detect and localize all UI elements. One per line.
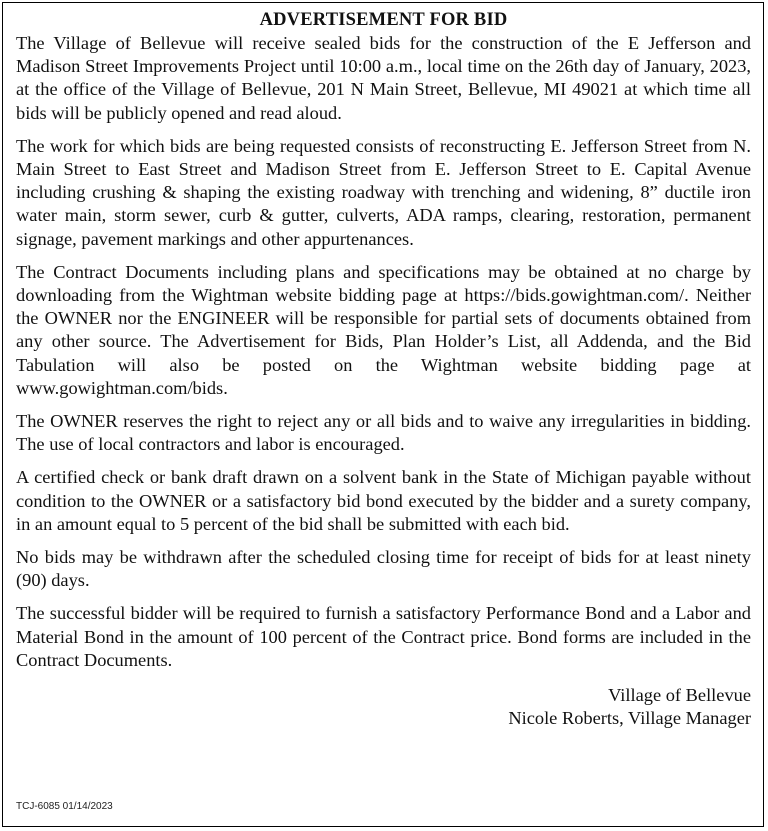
paragraph-withdrawal: No bids may be withdrawn after the scheduled closing time for receipt of bids for at least ninety (90) days. bbox=[16, 547, 751, 591]
signature-signer: Nicole Roberts, Village Manager bbox=[508, 708, 751, 729]
paragraph-contract-documents: The Contract Documents including plans and specifications may be obtained at no charge by downloading from the Wightman website bidding page at https://bids.gowightman.com/. Neither the OWNER nor the ENGINEER will be responsible for partial sets of documents obtained from any other source. The Advertisement for Bids, Plan Holder’s List, all Addenda, and the Bid Tabulation will also be posted on the Wightman website bidding page at www.gowightman.com/bids. bbox=[16, 261, 751, 398]
paragraph-bonds: The successful bidder will be required to furnish a satisfactory Performance Bond and a Labor and Material Bond in the amount of 100 percent of the Contract price. Bond forms are included in the Contract Documents. bbox=[16, 603, 751, 670]
paragraph-owner-rights: The OWNER reserves the right to reject any or all bids and to waive any irregularities in bidding. The use of local contractors and labor is encouraged. bbox=[16, 411, 751, 455]
signature-block bbox=[16, 684, 751, 730]
notice-title: ADVERTISEMENT FOR BID bbox=[259, 10, 508, 30]
advertisement-notice bbox=[2, 2, 764, 827]
reference-code: TCJ-6085 01/14/2023 bbox=[16, 801, 113, 812]
signature-organization: Village of Bellevue bbox=[608, 685, 751, 706]
paragraph-bid-security: A certified check or bank draft drawn on a solvent bank in the State of Michigan payable without condition to the OWNER or a satisfactory bid bond executed by the bidder and a surety company, in an amount equal to 5 percent of the bid shall be submitted with each bid. bbox=[16, 467, 751, 534]
paragraph-scope-of-work: The work for which bids are being requested consists of reconstructing E. Jefferson Street from N. Main Street to East Street and Madison Street from E. Jefferson Street to E. Capital Avenue including crushing & shaping the existing roadway with trenching and widening, 8” ductile iron water main, storm sewer, curb & gutter, culverts, ADA ramps, clearing, restoration, permanent signage, pavement markings and other appurtenances. bbox=[16, 135, 751, 249]
paragraph-bid-receipt: The Village of Bellevue will receive sealed bids for the construction of the E Jefferson and Madison Street Improvements Project until 10:00 a.m., local time on the 26th day of January, 2023, at the office of the Village of Bellevue, 201 N Main Street, Bellevue, MI 49021 at which time all bids will be publicly opened and read aloud. bbox=[16, 33, 751, 123]
